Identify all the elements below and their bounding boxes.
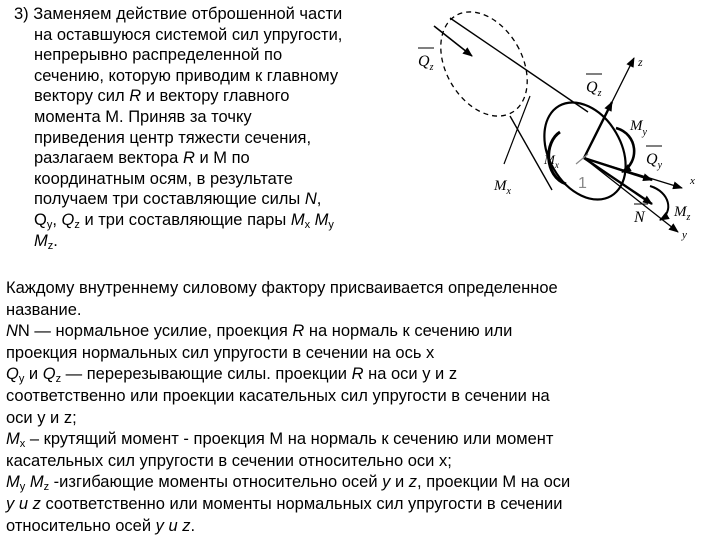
symbol-z: z [408, 473, 418, 492]
symbol-yz: y и z [6, 494, 41, 513]
label-mz: $M_z$ [674, 204, 691, 223]
symbol-Q: Q [42, 365, 56, 384]
symbol-R: R [182, 149, 195, 168]
intro-line-4: сечению, которую приводим к главному [34, 66, 339, 85]
subscript-x: x [19, 438, 26, 451]
def-text: N — нормальное усилие, проекция [17, 322, 293, 341]
symbol-Q: Q [6, 365, 19, 384]
qz-left-arrow [434, 26, 472, 56]
def-text: и [24, 365, 43, 384]
label-section-number: 1 [578, 175, 587, 192]
symbol-N: N [304, 190, 317, 209]
def-text: – крутящий момент - проекция М на нормаль к сечению или момент [25, 430, 554, 449]
label-my: $M_y$ [630, 118, 647, 138]
label-n: N [634, 209, 645, 226]
def-line-7: оси y и z; [6, 408, 77, 427]
intro-line-12 [14, 231, 414, 252]
def-text: — перерезывающие силы. проекции [61, 365, 352, 384]
n-arrow [584, 158, 652, 204]
intro-line-8 [14, 148, 414, 169]
subscript-z: z [43, 481, 50, 494]
def-text: на нормаль к сечению или [304, 322, 513, 341]
symbol-M: M [290, 210, 305, 229]
def-text: соответственно или моменты нормальных сил упругости в сечении [40, 494, 563, 513]
subscript-x: x [304, 218, 311, 231]
definitions-text [6, 278, 714, 537]
intro-text: получаем три составляющие силы [34, 190, 305, 209]
def-text: относительно осей [6, 516, 156, 535]
intro-text: и вектору главного [141, 87, 290, 106]
intro-line-11 [14, 210, 414, 231]
def-line-3 [6, 321, 714, 343]
cross-section [528, 88, 642, 214]
mz-moment-arc [650, 186, 668, 220]
def-line-2: название. [6, 300, 82, 319]
symbol-R: R [129, 87, 142, 106]
intro-line-2: на оставшуюся системой сил упругости, [34, 25, 343, 44]
beam-section-diagram [412, 4, 718, 266]
label-qy: $Q_y$ [646, 151, 663, 171]
symbol-M: M [314, 210, 329, 229]
x-axis [584, 158, 682, 188]
symbol-M: M [6, 473, 20, 492]
subscript-y: y [19, 481, 26, 494]
symbol-M: M [29, 473, 44, 492]
def-line-8 [6, 429, 714, 451]
subscript-z: z [47, 239, 54, 252]
intro-text: , [316, 190, 322, 209]
mx-left-line [504, 96, 530, 164]
beam-left-end [423, 4, 545, 131]
label-y-axis: y [682, 229, 687, 241]
symbol-R: R [351, 365, 364, 384]
symbol-M: M [6, 430, 20, 449]
intro-line-1: 3) Заменяем действие отброшенной части [14, 5, 343, 23]
label-x-axis: x [690, 175, 695, 187]
subscript-z: z [74, 218, 80, 231]
def-text: , проекции М на оси [417, 473, 571, 492]
intro-text: . [53, 231, 58, 250]
def-line-10 [6, 472, 714, 494]
label-qz: $Q_z$ [586, 79, 602, 99]
symbol-R: R [292, 322, 305, 341]
def-line-11 [6, 494, 714, 516]
def-text: -изгибающие моменты относительно осей [49, 473, 383, 492]
beam-top-edge [450, 18, 588, 112]
intro-line-5 [14, 86, 414, 107]
def-line-12 [6, 516, 714, 538]
intro-text: , [52, 210, 62, 229]
intro-line-10 [14, 189, 414, 210]
def-text: на оси y и z [363, 365, 458, 384]
intro-text: и М по [194, 149, 250, 168]
intro-line-9: координатным осям, в результате [34, 169, 293, 188]
intro-text: вектору сил [34, 87, 130, 106]
symbol-Q: Q [34, 210, 47, 229]
symbol-N: N [6, 322, 18, 341]
label-qz-left: $Q_z$ [418, 53, 434, 73]
intro-line-6: момента М. Приняв за точку [34, 107, 252, 126]
intro-line-3: непрерывно распределенной по [34, 46, 283, 65]
def-text: и [390, 473, 409, 492]
def-line-1: Каждому внутреннему силовому фактору присваивается определенное [6, 279, 558, 297]
intro-text: и три составляющие пары [79, 210, 291, 229]
def-text: . [190, 516, 196, 535]
label-z-axis: z [638, 55, 643, 69]
beam-diagram-svg [412, 4, 718, 266]
def-line-6: соответственно или проекции касательных сил упругости в сечении на [6, 386, 550, 405]
symbol-M: M [34, 231, 48, 250]
symbol-y: y [382, 473, 391, 492]
subscript-y: y [46, 218, 53, 231]
intro-paragraph [14, 4, 414, 251]
label-mx: $M_x$ [544, 152, 559, 170]
def-line-9: касательных сил упругости в сечении относительно оси x; [6, 451, 452, 470]
qz-arrow [584, 102, 612, 158]
label-mx-left: $M_x$ [494, 178, 511, 197]
symbol-Q: Q [61, 210, 75, 229]
intro-text: разлагаем вектора [34, 149, 183, 168]
intro-line-7: приведения центр тяжести сечения, [34, 128, 312, 147]
subscript-z: z [55, 373, 62, 386]
symbol-yz: y и z [155, 516, 191, 535]
subscript-y: y [18, 373, 25, 386]
def-line-5 [6, 364, 714, 386]
subscript-y: y [328, 218, 334, 231]
def-line-4: проекция нормальных сил упругости в сечении на ось x [6, 343, 435, 362]
